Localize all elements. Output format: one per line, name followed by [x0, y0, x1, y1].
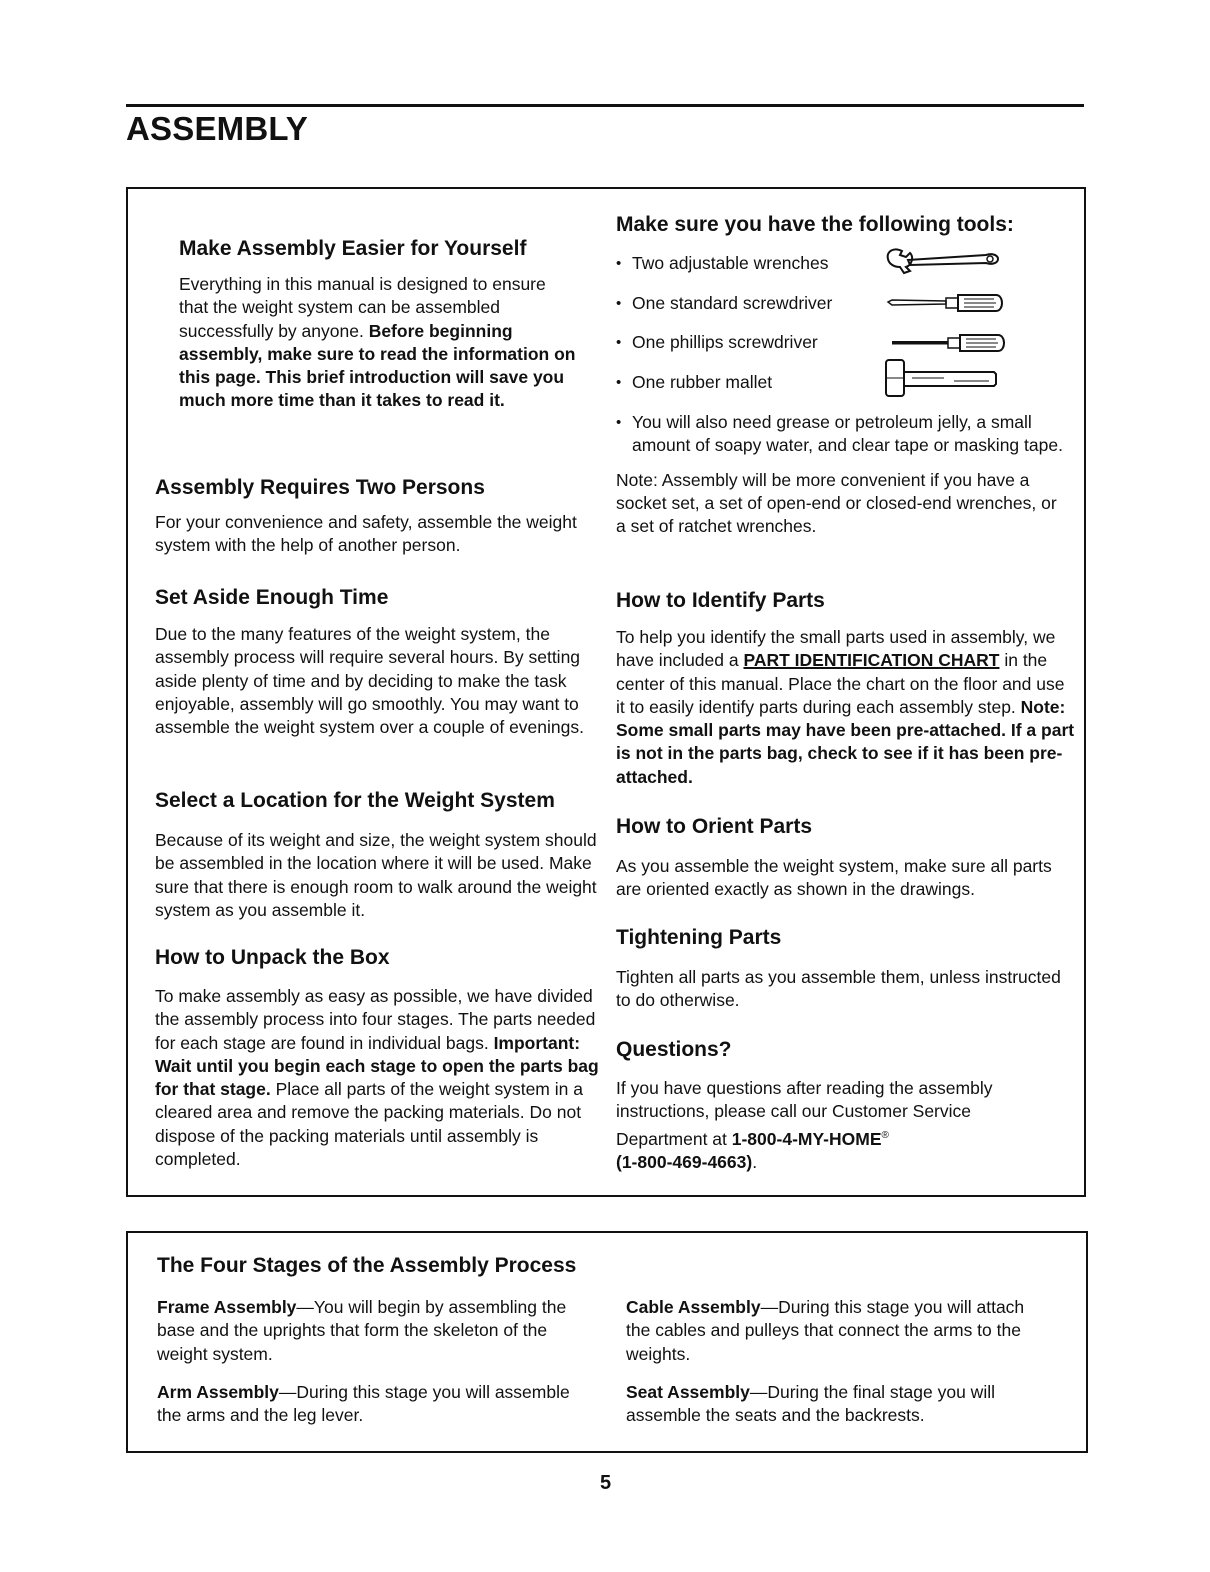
- heading-four-stages: The Four Stages of the Assembly Process: [157, 1254, 577, 1277]
- page-number: 5: [600, 1472, 612, 1494]
- heading-make-easier: Make Assembly Easier for Yourself: [179, 237, 527, 260]
- paragraph-unpack-box: To make assembly as easy as possible, we have divided the assembly process into four stages. The parts needed for each stage are found in individual bags. Important: Wait until you begin each stage to open the parts bag for that stage. Place all parts of the weight system in a cleared area and remove the packing materials. Do not dispose of the packing materials until assembly is completed.: [155, 986, 599, 1170]
- paragraph-set-aside-time: Due to the many features of the weight system, the assembly process will require several hours. By setting aside plenty of time and by deciding to make the task enjoyable, assembly will go smoothly. You may want to assemble the weight system over a couple of evenings.: [155, 624, 584, 738]
- stage-arm-assembly: Arm Assembly—During this stage you will assemble the arms and the leg lever.: [157, 1382, 570, 1426]
- extra-supplies-item: • You will also need grease or petroleum jelly, a small amount of soapy water, and clear tape or masking tape.: [616, 411, 1066, 458]
- phone-number: (1-800-469-4663): [616, 1151, 753, 1172]
- adjustable-wrench-icon: [884, 245, 1004, 275]
- heading-select-location: Select a Location for the Weight System: [155, 789, 555, 812]
- part-identification-chart-reference: PART IDENTIFICATION CHART: [743, 650, 1000, 671]
- extra-supplies-list: [616, 411, 1066, 458]
- section-identify-parts: [616, 588, 1076, 789]
- paragraph-orient-parts: As you assemble the weight system, make sure all parts are oriented exactly as shown in the drawings.: [616, 856, 1052, 900]
- heading-questions: Questions?: [616, 1038, 732, 1061]
- section-two-persons: [155, 475, 595, 558]
- paragraph-two-persons: For your convenience and safety, assemble the weight system with the help of another person.: [155, 512, 577, 556]
- rubber-mallet-icon: [884, 358, 1004, 400]
- section-select-location: [155, 788, 605, 922]
- heading-two-persons: Assembly Requires Two Persons: [155, 476, 485, 499]
- paragraph-identify-parts: To help you identify the small parts used in assembly, we have included a PART IDENTIFICATION CHART in the center of this manual. Place the chart on the floor and use it to easily identify parts during each assembly step. Note: Some small parts may have been pre-attached. If a part is not in the parts bag, check to see if it has been pre-attached.: [616, 627, 1075, 787]
- stage-seat-assembly: Seat Assembly—During the final stage you will assemble the seats and the backrests.: [626, 1382, 995, 1426]
- section-set-aside-time: [155, 585, 600, 739]
- heading-identify-parts: How to Identify Parts: [616, 589, 825, 612]
- section-unpack-box: [155, 945, 605, 1171]
- stage-cable-assembly: Cable Assembly—During this stage you will attach the cables and pulleys that connect the arms to the weights.: [626, 1297, 1025, 1364]
- heading-tools: Make sure you have the following tools:: [616, 213, 1014, 236]
- tool-item-phillips-screwdriver: • One phillips screwdriver: [616, 331, 1066, 371]
- paragraph-make-easier: Everything in this manual is designed to ensure that the weight system can be assembled successfully by anyone. Before beginning assembly, make sure to read the information on this page. This brief introduction will save you much more time than it takes to read it.: [179, 274, 576, 411]
- heading-set-aside-time: Set Aside Enough Time: [155, 586, 389, 609]
- phone-word: 1-800-4-MY-HOME: [731, 1128, 882, 1149]
- section-tightening-parts: [616, 925, 1066, 1013]
- tool-item-rubber-mallet: • One rubber mallet: [616, 371, 1066, 411]
- stage-frame-assembly: Frame Assembly—You will begin by assembling the base and the uprights that form the skeleton of the weight system.: [157, 1297, 567, 1364]
- section-orient-parts: [616, 814, 1066, 902]
- tools-note: Note: Assembly will be more convenient if you have a socket set, a set of open-end or closed-end wrenches, or a set of ratchet wrenches.: [616, 469, 1057, 537]
- page-title: ASSEMBLY: [126, 110, 308, 147]
- heading-orient-parts: How to Orient Parts: [616, 815, 813, 838]
- tool-item-adjustable-wrenches: • Two adjustable wrenches: [616, 252, 1066, 292]
- phillips-screwdriver-icon: [890, 332, 1010, 354]
- section-make-easier: [179, 236, 579, 413]
- paragraph-questions: If you have questions after reading the assembly instructions, please call our Customer Service Department at 1-800-4-MY-HOME® (1-800-469-4663).: [616, 1078, 993, 1172]
- tool-item-standard-screwdriver: • One standard screwdriver: [616, 292, 1066, 332]
- paragraph-select-location: Because of its weight and size, the weight system should be assembled in the location where it will be used. Make sure that there is enough room to walk around the weight system as you assemble it.: [155, 830, 597, 920]
- heading-unpack-box: How to Unpack the Box: [155, 946, 390, 969]
- paragraph-tightening-parts: Tighten all parts as you assemble them, unless instructed to do otherwise.: [616, 967, 1061, 1011]
- heading-tightening-parts: Tightening Parts: [616, 926, 782, 949]
- standard-screwdriver-icon: [886, 292, 1006, 314]
- top-rule: [126, 104, 1084, 107]
- section-questions: [616, 1037, 1066, 1174]
